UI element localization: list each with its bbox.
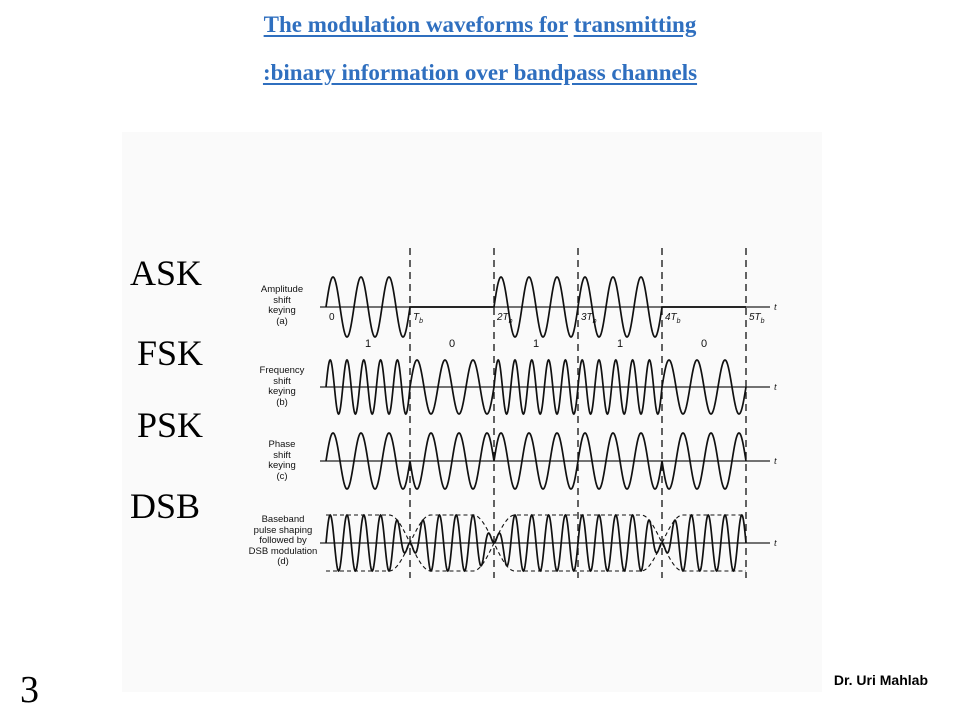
time-tick-label: 0	[329, 312, 335, 323]
time-tick-label: $2T_b$	[497, 312, 513, 325]
dsb-axis-t-label: t	[774, 538, 777, 549]
axis-text	[329, 302, 777, 549]
dsb-label: DSB	[130, 486, 201, 526]
author-footer: Dr. Uri Mahlab	[833, 672, 928, 688]
ask-row-description: Amplitude shift keying (a)	[260, 284, 304, 327]
psk-row-description: Phase shift keying (c)	[268, 439, 296, 482]
fsk-label: FSK	[137, 333, 204, 373]
title-link-part-2[interactable]: transmitting	[573, 12, 697, 37]
bit-value-label: 1	[616, 338, 624, 350]
ask-label: ASK	[130, 253, 203, 293]
bit-value-label: 1	[364, 338, 372, 350]
psk-label: PSK	[137, 405, 204, 445]
bit-value-label: 1	[532, 338, 540, 350]
bit-value-label: 0	[448, 338, 456, 350]
fsk-axis-t-label: t	[774, 382, 777, 393]
page-number: 3	[20, 669, 39, 711]
title-link-line-2[interactable]: :binary information over bandpass channels	[262, 60, 698, 85]
dsb-row-description: Baseband pulse shaping followed by DSB modulation (d)	[248, 514, 318, 567]
fsk-row-description: Frequency shift keying (b)	[259, 365, 305, 408]
ask-axis-t-label: t	[774, 302, 777, 313]
time-tick-label: $3T_b$	[581, 312, 597, 325]
title-link-part-1[interactable]: The modulation waveforms for	[263, 12, 568, 37]
waveforms	[326, 277, 746, 571]
time-tick-label: $5T_b$	[749, 312, 765, 325]
time-tick-label: $4T_b$	[665, 312, 681, 325]
psk-axis-t-label: t	[774, 456, 777, 467]
time-tick-label: $T_b$	[413, 312, 424, 325]
bit-value-label: 0	[700, 338, 708, 350]
